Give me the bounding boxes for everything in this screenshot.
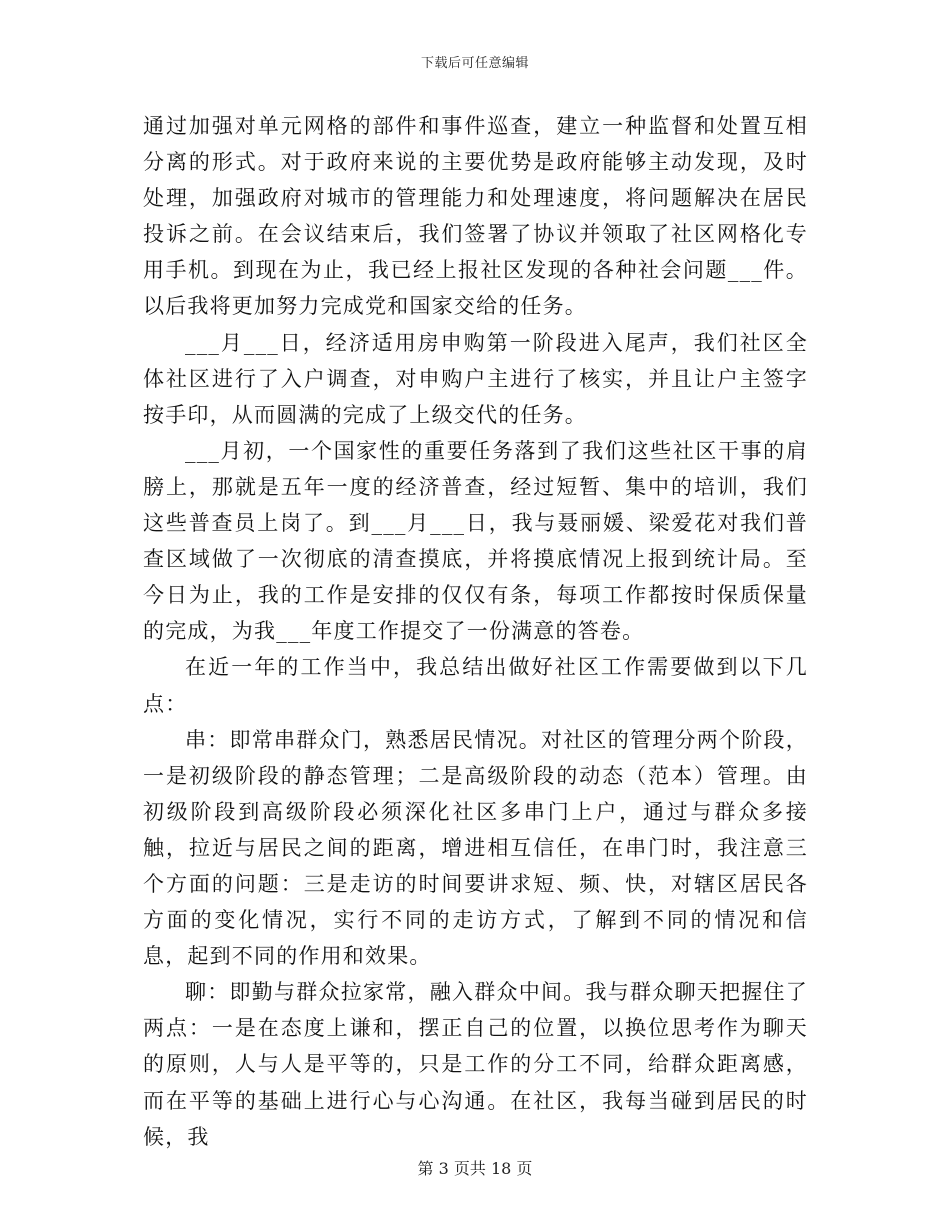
document-body xyxy=(143,108,808,1155)
paragraph-housing-survey: ___月___日，经济适用房申购第一阶段进入尾声，我们社区全体社区进行了入户调查，对申购户主进行了核实，并且让户主签字按手印，从而圆满的完成了上级交代的任务。 xyxy=(143,330,808,427)
paragraph-economic-census: ___月初，一个国家性的重要任务落到了我们这些社区干事的肩膀上，那就是五年一度的经济普查，经过短暂、集中的培训，我们这些普查员上岗了。到___月___日，我与聂丽媛、梁爱花对我们普查区域做了一次彻底的清查摸底，并将摸底情况上报到统计局。至今日为止，我的工作是安排的仅仅有条，每项工作都按时保质保量的完成，为我___年度工作提交了一份满意的答卷。 xyxy=(143,438,808,644)
paragraph-grid-inspection: 通过加强对单元网格的部件和事件巡查，建立一种监督和处置互相分离的形式。对于政府来说的主要优势是政府能够主动发现，及时处理，加强政府对城市的管理能力和处理速度，将问题解决在居民投诉之前。在会议结束后，我们签署了协议并领取了社区网格化专用手机。到现在为止，我已经上报社区发现的各种社会问题___件。以后我将更加努力完成党和国家交给的任务。 xyxy=(143,114,808,319)
page-number: 第 3 页共 18 页 xyxy=(417,1159,533,1178)
paragraph-visit-residents: 串：即常串群众门，熟悉居民情况。对社区的管理分两个阶段，一是初级阶段的静态管理；二是高级阶段的动态（范本）管理。由初级阶段到高级阶段必须深化社区多串门上户，通过与群众多接触，拉近与居民之间的距离，增进相互信任，在串门时，我注意三个方面的问题：三是走访的时间要讲求短、频、快，对辖区居民各方面的变化情况，实行不同的走访方式，了解到不同的情况和信息，起到不同的作用和效果。 xyxy=(143,727,808,969)
paragraph-summary-intro: 在近一年的工作当中，我总结出做好社区工作需要做到以下几点： xyxy=(143,655,808,716)
page-header: 下载后可任意编辑 xyxy=(420,56,529,71)
paragraph-chat-residents: 聊：即勤与群众拉家常，融入群众中间。我与群众聊天把握住了两点：一是在态度上谦和，摆正自己的位置，以换位思考作为聊天的原则，人与人是平等的，只是工作的分工不同，给群众距离感，而在平等的基础上进行心与心沟通。在社区，我每当碰到居民的时候，我 xyxy=(143,980,808,1149)
